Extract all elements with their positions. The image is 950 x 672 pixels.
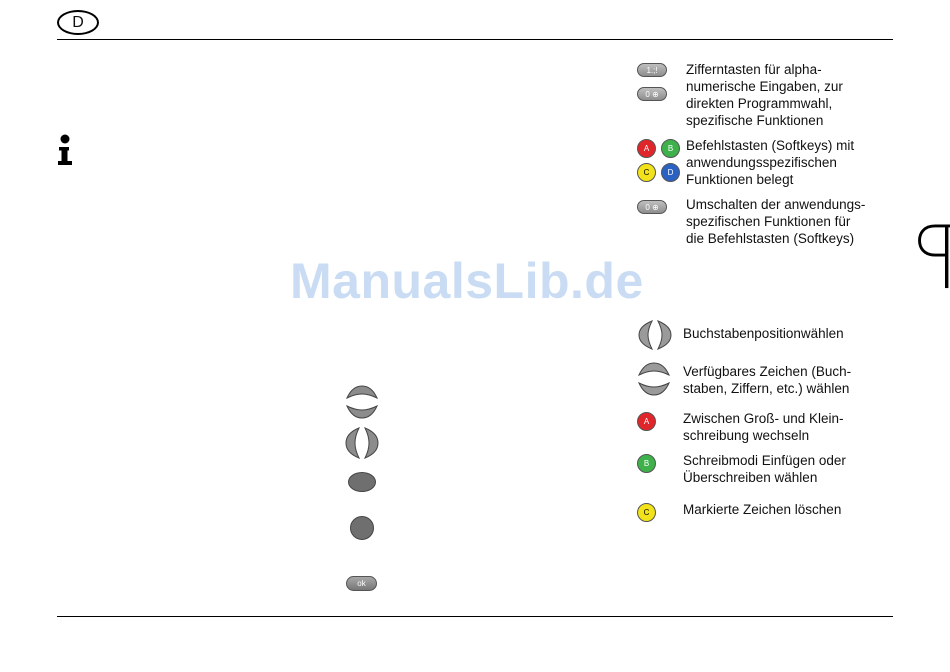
red-key-icon	[637, 139, 656, 158]
key-0-label: 0 ⊕	[645, 89, 659, 99]
red-key-icon	[637, 412, 656, 431]
green-key-description: Schreibmodi Einfügen oder Überschreiben wählen	[683, 453, 846, 485]
info-icon	[56, 134, 74, 168]
up-down-keys-icon	[638, 362, 670, 396]
ok-pill-key-label: ok	[357, 579, 366, 588]
yellow-key-description: Markierte Zeichen löschen	[683, 502, 842, 517]
green-key-icon	[637, 454, 656, 473]
red-key-label: A	[643, 417, 650, 426]
watermark: ManualsLib.de	[290, 253, 644, 309]
green-key-label: B	[643, 459, 650, 468]
red-key-label: A	[643, 144, 650, 153]
key-0-icon	[637, 87, 667, 101]
section-tab-mark	[912, 224, 950, 290]
zero-key-label: 0 ⊕	[645, 202, 659, 212]
yellow-key-icon	[637, 163, 656, 182]
language-badge	[57, 10, 99, 35]
zero-key-description: Umschalten der anwendungs- spezifischen Funktionen für die Befehlstasten (Softkeys)	[686, 197, 866, 246]
blue-key-icon	[661, 163, 680, 182]
ok-pill-key-icon	[346, 576, 377, 591]
yellow-key-icon	[637, 503, 656, 522]
key-1-icon	[637, 63, 667, 77]
yellow-key-label: C	[643, 508, 650, 517]
ok-key-icon	[348, 472, 376, 492]
red-key-description: Zwischen Groß- und Klein- schreibung wechseln	[683, 411, 844, 443]
green-key-icon	[661, 139, 680, 158]
numeric-keys-icon	[637, 63, 669, 105]
key-1-label: 1.;!	[646, 65, 658, 75]
yellow-key-label: C	[643, 168, 650, 177]
left-right-keys-icon	[638, 320, 672, 350]
round-key-icon	[350, 516, 374, 540]
language-badge-label: D	[72, 13, 84, 31]
numeric-keys-description: Zifferntasten für alpha- numerische Eingaben, zur direkten Programmwahl, spezifische Funktionen	[686, 62, 843, 128]
left-right-description: Buchstabenpositionwählen	[683, 326, 844, 341]
footer-rule	[57, 616, 893, 617]
softkeys-icon	[637, 139, 683, 183]
left-right-keys-icon	[345, 427, 379, 459]
up-down-description: Verfügbares Zeichen (Buch- staben, Ziffern, etc.) wählen	[683, 364, 852, 396]
up-down-keys-icon	[346, 385, 378, 419]
header-rule	[57, 39, 893, 40]
blue-key-label: D	[667, 168, 674, 177]
green-key-label: B	[667, 144, 674, 153]
softkeys-description: Befehlstasten (Softkeys) mit anwendungsspezifischen Funktionen belegt	[686, 138, 855, 187]
zero-key-icon	[637, 200, 667, 214]
